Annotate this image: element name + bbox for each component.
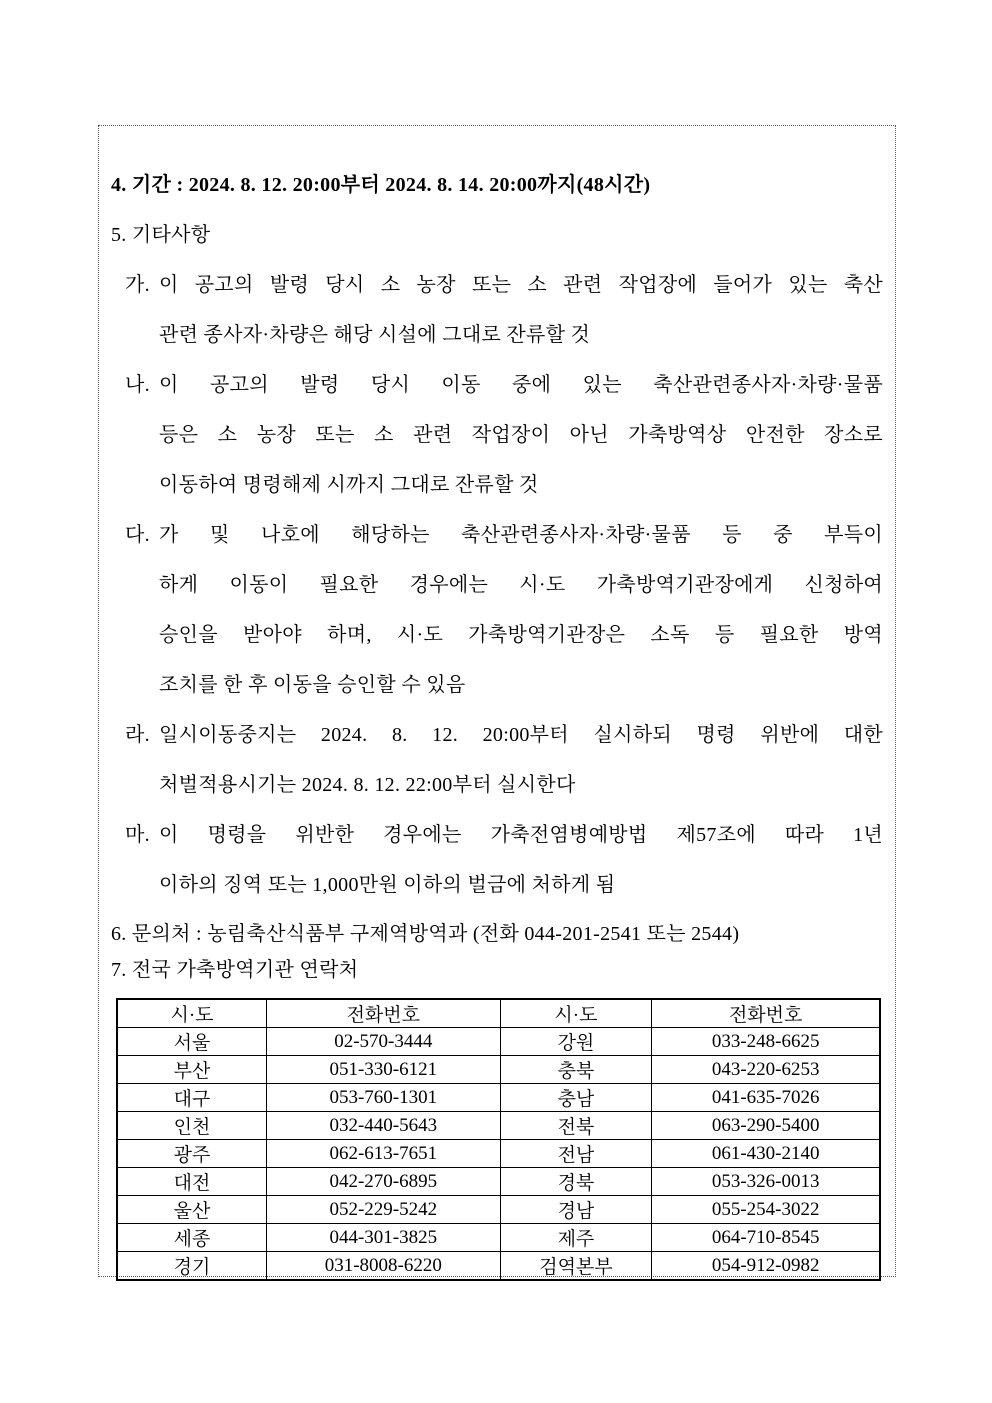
sub-item-da bbox=[111, 510, 883, 710]
text-line: 일시이동중지는 2024. 8. 12. 20:00부터 실시하되 명령 위반에 대한 bbox=[159, 724, 883, 746]
phone-cell: 031-8008-6220 bbox=[267, 1252, 500, 1281]
sub-item-ga-marker: 가. bbox=[125, 274, 150, 296]
text-line: 처벌적용시기는 2024. 8. 12. 22:00부터 실시한다 bbox=[159, 774, 576, 796]
province-cell: 강원 bbox=[500, 1028, 652, 1056]
province-cell: 충남 bbox=[500, 1084, 652, 1112]
province-cell: 울산 bbox=[117, 1196, 267, 1224]
text-line: 이 공고의 발령 당시 이동 중에 있는 축산관련종사자·차량·물품 bbox=[159, 374, 883, 396]
phone-cell: 033-248-6625 bbox=[652, 1028, 880, 1056]
province-cell: 부산 bbox=[117, 1056, 267, 1084]
header-phone-2: 전화번호 bbox=[652, 999, 880, 1028]
phone-cell: 054-912-0982 bbox=[652, 1252, 880, 1281]
phone-cell: 061-430-2140 bbox=[652, 1140, 880, 1168]
sub-item-ga bbox=[111, 260, 883, 360]
province-cell: 서울 bbox=[117, 1028, 267, 1056]
text-line: 조치를 한 후 이동을 승인할 수 있음 bbox=[159, 674, 466, 696]
phone-cell: 053-760-1301 bbox=[267, 1084, 500, 1112]
province-cell: 경남 bbox=[500, 1196, 652, 1224]
phone-cell: 044-301-3825 bbox=[267, 1224, 500, 1252]
phone-cell: 043-220-6253 bbox=[652, 1056, 880, 1084]
table-heading: 7. 전국 가축방역기관 연락처 bbox=[111, 959, 359, 981]
period-line: 4. 기간 : 2024. 8. 12. 20:00부터 2024. 8. 14. 20:00까지(48시간) bbox=[111, 174, 651, 196]
province-cell: 검역본부 bbox=[500, 1252, 652, 1281]
text-line: 관련 종사자·차량은 해당 시설에 그대로 잔류할 것 bbox=[159, 324, 591, 346]
sub-item-na bbox=[111, 360, 883, 510]
phone-cell: 02-570-3444 bbox=[267, 1028, 500, 1056]
phone-cell: 042-270-6895 bbox=[267, 1168, 500, 1196]
table-row bbox=[117, 1056, 880, 1084]
table-row bbox=[117, 1028, 880, 1056]
header-phone-1: 전화번호 bbox=[267, 999, 500, 1028]
table-row bbox=[117, 1084, 880, 1112]
phone-cell: 055-254-3022 bbox=[652, 1196, 880, 1224]
table-row bbox=[117, 1196, 880, 1224]
phone-cell: 032-440-5643 bbox=[267, 1112, 500, 1140]
province-cell: 광주 bbox=[117, 1140, 267, 1168]
sub-item-ra-marker: 라. bbox=[125, 724, 150, 746]
table-row bbox=[117, 1224, 880, 1252]
province-cell: 전북 bbox=[500, 1112, 652, 1140]
phone-cell: 053-326-0013 bbox=[652, 1168, 880, 1196]
header-province-1: 시·도 bbox=[117, 999, 267, 1028]
province-cell: 세종 bbox=[117, 1224, 267, 1252]
province-cell: 제주 bbox=[500, 1224, 652, 1252]
text-line: 등은 소 농장 또는 소 관련 작업장이 아닌 가축방역상 안전한 장소로 bbox=[159, 424, 883, 446]
sub-item-ma-marker: 마. bbox=[125, 824, 150, 846]
phone-cell: 063-290-5400 bbox=[652, 1112, 880, 1140]
text-line: 이 명령을 위반한 경우에는 가축전염병예방법 제57조에 따라 1년 bbox=[159, 824, 883, 846]
table-row bbox=[117, 1112, 880, 1140]
province-cell: 대전 bbox=[117, 1168, 267, 1196]
text-line: 하게 이동이 필요한 경우에는 시·도 가축방역기관장에게 신청하여 bbox=[159, 574, 883, 596]
sub-item-ra bbox=[111, 710, 883, 810]
header-province-2: 시·도 bbox=[500, 999, 652, 1028]
text-line: 승인을 받아야 하며, 시·도 가축방역기관장은 소독 등 필요한 방역 bbox=[159, 624, 883, 646]
contact-line: 6. 문의처 : 농림축산식품부 구제역방역과 (전화 044-201-2541 또는 2544) bbox=[111, 923, 740, 945]
phone-table bbox=[116, 998, 881, 1281]
sub-item-ma bbox=[111, 810, 883, 910]
table-row bbox=[117, 1252, 880, 1281]
phone-cell: 064-710-8545 bbox=[652, 1224, 880, 1252]
phone-cell: 051-330-6121 bbox=[267, 1056, 500, 1084]
etc-heading: 5. 기타사항 bbox=[111, 224, 211, 246]
province-cell: 충북 bbox=[500, 1056, 652, 1084]
text-line: 이동하여 명령해제 시까지 그대로 잔류할 것 bbox=[159, 474, 539, 496]
phone-cell: 062-613-7651 bbox=[267, 1140, 500, 1168]
table-row bbox=[117, 1168, 880, 1196]
province-cell: 인천 bbox=[117, 1112, 267, 1140]
phone-cell: 052-229-5242 bbox=[267, 1196, 500, 1224]
province-cell: 경북 bbox=[500, 1168, 652, 1196]
text-line: 이하의 징역 또는 1,000만원 이하의 벌금에 처하게 됨 bbox=[159, 874, 616, 896]
sub-item-na-marker: 나. bbox=[125, 374, 150, 396]
province-cell: 전남 bbox=[500, 1140, 652, 1168]
province-cell: 경기 bbox=[117, 1252, 267, 1281]
table-header-row bbox=[117, 999, 880, 1028]
sub-item-da-marker: 다. bbox=[125, 524, 150, 546]
document-box bbox=[98, 125, 896, 1277]
text-line: 가 및 나호에 해당하는 축산관련종사자·차량·물품 등 중 부득이 bbox=[159, 524, 883, 546]
text-line: 이 공고의 발령 당시 소 농장 또는 소 관련 작업장에 들어가 있는 축산 bbox=[159, 274, 883, 296]
table-row bbox=[117, 1140, 880, 1168]
phone-cell: 041-635-7026 bbox=[652, 1084, 880, 1112]
province-cell: 대구 bbox=[117, 1084, 267, 1112]
